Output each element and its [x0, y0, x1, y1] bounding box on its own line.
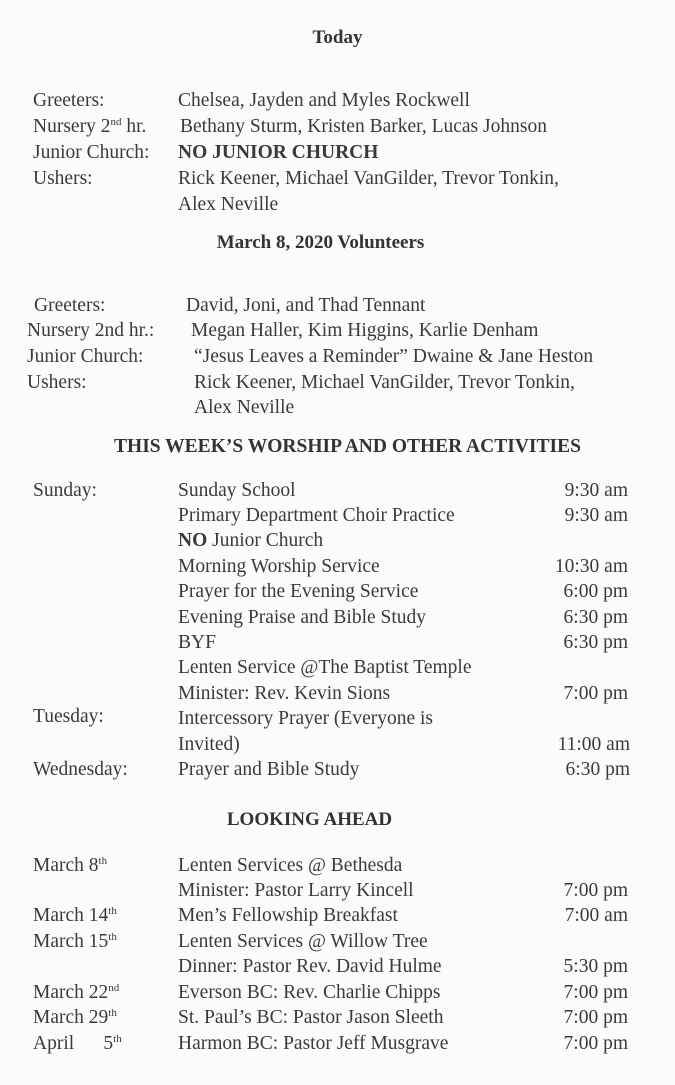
ahead-date: March 15th — [33, 931, 117, 952]
item-time: 6:30 pm — [563, 607, 628, 628]
row-value: Chelsea, Jayden and Myles Rockwell — [178, 90, 470, 111]
row-value: David, Joni, and Thad Tennant — [186, 295, 426, 316]
item-time: 11:00 am — [557, 734, 630, 755]
row-label: Junior Church: — [33, 142, 150, 163]
item-time: 10:30 am — [554, 556, 628, 577]
ahead-text: St. Paul’s BC: Pastor Jason Sleeth — [178, 1007, 444, 1028]
row-label: Nursery 2nd hr. — [33, 116, 147, 137]
item-text: Evening Praise and Bible Study — [178, 607, 427, 628]
ahead-text: Everson BC: Rev. Charlie Chipps — [178, 982, 441, 1003]
row-label: Greeters: — [34, 295, 106, 316]
week-item — [178, 478, 628, 504]
day-wednesday: Wednesday: — [33, 759, 128, 780]
item-text: Lenten Service @The Baptist Temple — [178, 657, 472, 678]
item-text: Prayer and Bible Study — [178, 759, 360, 780]
ahead-time: 5:30 pm — [563, 956, 628, 977]
row-label: Ushers: — [27, 372, 87, 393]
item-text: Invited) — [178, 734, 240, 755]
item-text: Minister: Rev. Kevin Sions — [178, 683, 391, 704]
row-value: Rick Keener, Michael VanGilder, Trevor Tonkin, — [194, 372, 575, 393]
item-text: Prayer for the Evening Service — [178, 581, 419, 602]
ahead-time: 7:00 pm — [563, 982, 628, 1003]
row-value: “Jesus Leaves a Reminder” Dwaine & Jane Heston — [194, 346, 594, 367]
item-text: Morning Worship Service — [178, 556, 380, 577]
row-label: Greeters: — [33, 90, 105, 111]
item-text: Junior Church — [207, 530, 324, 551]
ahead-text: Harmon BC: Pastor Jeff Musgrave — [178, 1033, 449, 1054]
week-item — [178, 554, 628, 580]
row-label: Nursery 2nd hr.: — [27, 320, 155, 341]
ahead-text: Lenten Services @ Bethesda — [178, 855, 403, 876]
volunteers-heading: March 8, 2020 Volunteers — [216, 232, 425, 253]
row-value: Rick Keener, Michael VanGilder, Trevor Tonkin, — [178, 168, 559, 189]
row-value: Bethany Sturm, Kristen Barker, Lucas Johnson — [180, 116, 547, 137]
item-text: BYF — [178, 632, 216, 653]
week-item — [178, 579, 628, 605]
item-time: 6:00 pm — [563, 581, 628, 602]
ahead-text: Minister: Pastor Larry Kincell — [178, 880, 414, 901]
ahead-text: Dinner: Pastor Rev. David Hulme — [178, 956, 442, 977]
ahead-time: 7:00 pm — [563, 1007, 628, 1028]
item-text: Primary Department Choir Practice — [178, 505, 455, 526]
ahead-time: 7:00 pm — [563, 1033, 628, 1054]
week-item — [178, 757, 630, 783]
day-tuesday: Tuesday: — [33, 706, 104, 727]
ahead-time: 7:00 am — [564, 905, 628, 926]
item-time: 9:30 am — [564, 480, 628, 501]
week-item — [178, 605, 628, 631]
ahead-text: Lenten Services @ Willow Tree — [178, 931, 428, 952]
week-item — [178, 681, 628, 707]
week-item — [178, 503, 628, 529]
row-value: NO JUNIOR CHURCH — [178, 142, 379, 163]
day-sunday: Sunday: — [33, 480, 97, 501]
week-item — [178, 732, 630, 758]
ahead-text: Men’s Fellowship Breakfast — [178, 905, 398, 926]
item-time: 7:00 pm — [563, 683, 628, 704]
ahead-date: March 8th — [33, 855, 108, 876]
item-text: Intercessory Prayer (Everyone is — [178, 708, 434, 729]
week-item — [178, 630, 628, 656]
ahead-heading: LOOKING AHEAD — [226, 809, 393, 830]
item-text: Sunday School — [178, 480, 296, 501]
week-heading: THIS WEEK’S WORSHIP AND OTHER ACTIVITIES — [114, 436, 581, 457]
row-value: Alex Neville — [194, 397, 295, 418]
ahead-date: April 5th — [33, 1033, 122, 1054]
item-time: 6:30 pm — [565, 759, 630, 780]
ahead-time: 7:00 pm — [563, 880, 628, 901]
item-time: 9:30 am — [564, 505, 628, 526]
week-item — [178, 528, 628, 554]
item-time: 6:30 pm — [563, 632, 628, 653]
item-bold: NO — [178, 530, 208, 551]
row-label: Ushers: — [33, 168, 93, 189]
row-label: Junior Church: — [27, 346, 144, 367]
week-item — [178, 706, 628, 732]
week-item — [178, 655, 628, 681]
ahead-date: March 22nd — [33, 982, 120, 1003]
ahead-date: March 29th — [33, 1007, 117, 1028]
ahead-date: March 14th — [33, 905, 117, 926]
today-heading: Today — [312, 27, 363, 48]
row-value: Alex Neville — [178, 194, 279, 215]
row-value: Megan Haller, Kim Higgins, Karlie Denham — [191, 320, 539, 341]
